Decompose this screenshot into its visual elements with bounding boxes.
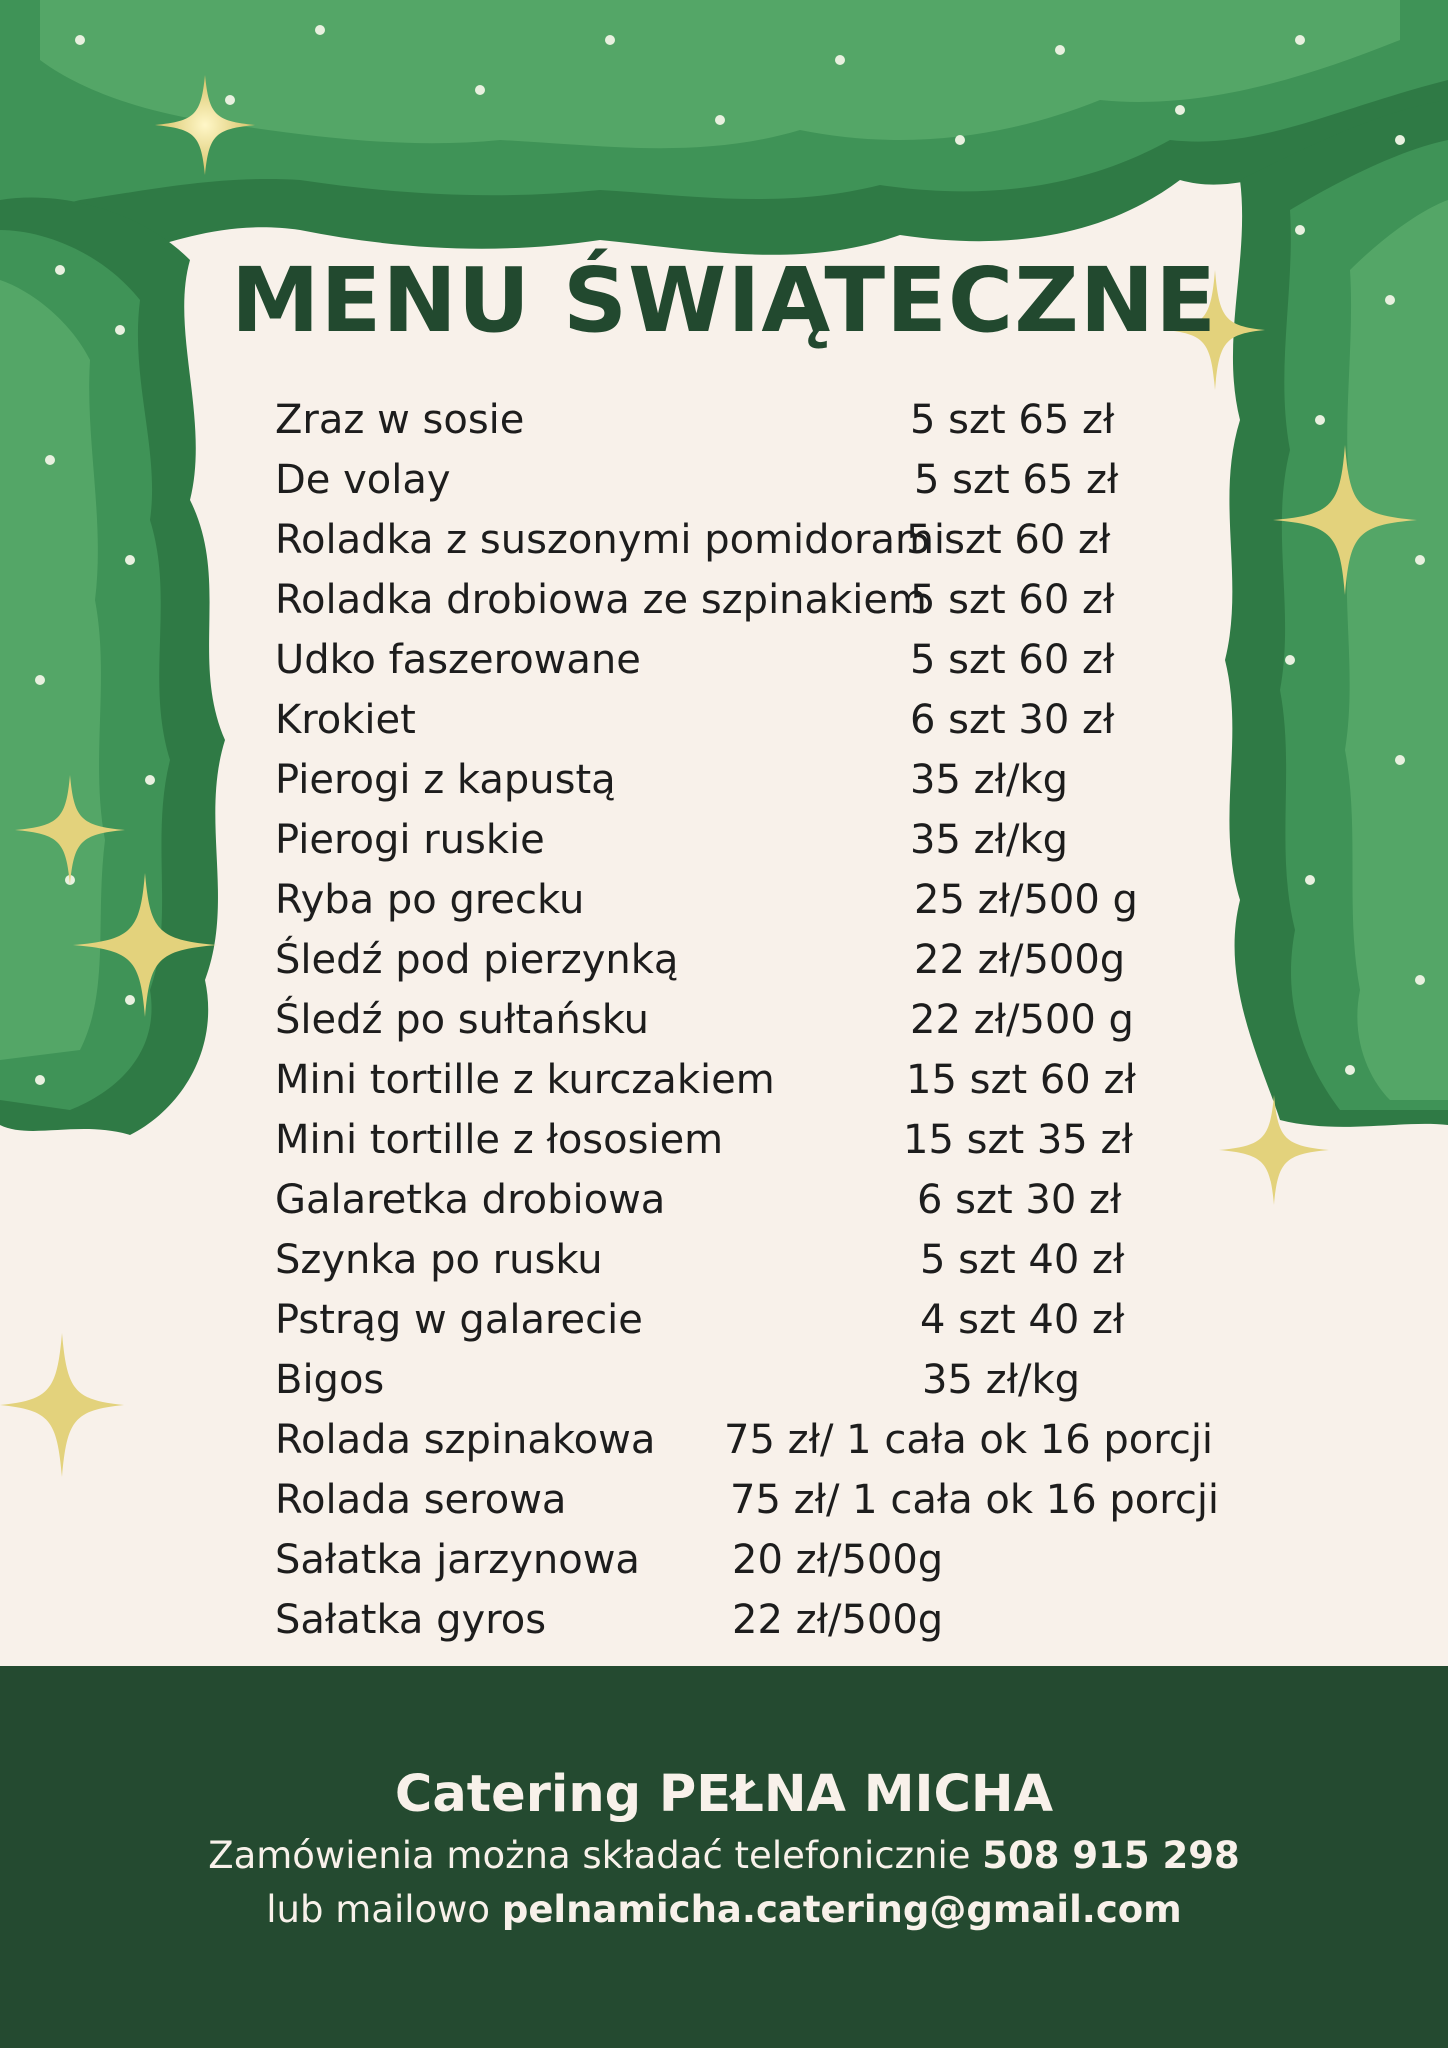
- sparkle-star-icon: [0, 1330, 125, 1480]
- sparkle-star-icon: [1270, 440, 1420, 600]
- menu-item-name: Pierogi ruskie: [275, 817, 545, 863]
- menu-item-price: 35 zł/kg: [922, 1357, 1081, 1403]
- menu-item-name: Zraz w sosie: [275, 397, 525, 443]
- menu-item-name: Roladka drobiowa ze szpinakiem: [275, 577, 927, 623]
- menu-item-name: Mini tortille z łososiem: [275, 1117, 724, 1163]
- menu-item-price: 4 szt 40 zł: [920, 1297, 1125, 1343]
- sparkle-star-icon: [150, 70, 260, 180]
- phone-line: [0, 1834, 1448, 1877]
- menu-item-price: 75 zł/ 1 cała ok 16 porcji: [724, 1417, 1214, 1463]
- menu-item-name: Galaretka drobiowa: [275, 1177, 666, 1223]
- menu-item-name: Pierogi z kapustą: [275, 757, 616, 803]
- menu-item-price: 5 szt 40 zł: [920, 1237, 1125, 1283]
- menu-item-name: Ryba po grecku: [275, 877, 585, 923]
- menu-item-price: 5 szt 60 zł: [906, 517, 1111, 563]
- menu-item-price: 22 zł/500g: [732, 1597, 944, 1643]
- menu-item-name: Rolada szpinakowa: [275, 1417, 656, 1463]
- contact-footer: [0, 1666, 1448, 2048]
- menu-item-name: Śledź pod pierzynką: [275, 937, 679, 983]
- menu-item-price: 20 zł/500g: [732, 1537, 944, 1583]
- menu-item-name: Mini tortille z kurczakiem: [275, 1057, 775, 1103]
- menu-item-price: 75 zł/ 1 cała ok 16 porcji: [730, 1477, 1220, 1523]
- menu-item-price: 6 szt 30 zł: [910, 697, 1115, 743]
- menu-item-price: 15 szt 35 zł: [903, 1117, 1133, 1163]
- sparkle-star-icon: [70, 870, 220, 1020]
- menu-item-price: 5 szt 65 zł: [910, 397, 1115, 443]
- menu-item-name: Udko faszerowane: [275, 637, 641, 683]
- menu-item-price: 25 zł/500 g: [914, 877, 1138, 923]
- phone-prefix: Zamówienia można składać telefonicznie: [208, 1834, 971, 1877]
- menu-item-name: Pstrąg w galarecie: [275, 1297, 643, 1343]
- menu-item-name: Sałatka gyros: [275, 1597, 547, 1643]
- menu-item-name: Sałatka jarzynowa: [275, 1537, 640, 1583]
- brand-name: Catering PEŁNA MICHA: [394, 1765, 1054, 1824]
- email-line: [0, 1888, 1448, 1931]
- menu-item-name: Rolada serowa: [275, 1477, 567, 1523]
- menu-item-price: 5 szt 60 zł: [910, 637, 1115, 683]
- email-address[interactable]: pelnamicha.catering@gmail.com: [501, 1888, 1182, 1931]
- menu-item-name: Bigos: [275, 1357, 385, 1403]
- menu-item-price: 35 zł/kg: [910, 757, 1069, 803]
- phone-number[interactable]: 508 915 298: [982, 1834, 1240, 1877]
- menu-item-price: 6 szt 30 zł: [917, 1177, 1122, 1223]
- menu-item-name: Krokiet: [275, 697, 416, 743]
- sparkle-star-icon: [1218, 1094, 1330, 1206]
- menu-item-price: 22 zł/500 g: [910, 997, 1134, 1043]
- page-title: MENU ŚWIĄTECZNE: [230, 248, 1218, 352]
- email-prefix: lub mailowo: [266, 1888, 491, 1931]
- menu-item-price: 5 szt 65 zł: [914, 457, 1119, 503]
- menu-item-price: 35 zł/kg: [910, 817, 1069, 863]
- menu-item-price: 22 zł/500g: [914, 937, 1126, 983]
- menu-item-name: Szynka po rusku: [275, 1237, 603, 1283]
- menu-item-price: 5 szt 60 zł: [910, 577, 1115, 623]
- menu-item-name: Śledź po sułtańsku: [275, 997, 650, 1043]
- menu-item-name: Roladka z suszonymi pomidorami: [275, 517, 946, 563]
- menu-item-name: De volay: [275, 457, 451, 503]
- menu-item-price: 15 szt 60 zł: [906, 1057, 1136, 1103]
